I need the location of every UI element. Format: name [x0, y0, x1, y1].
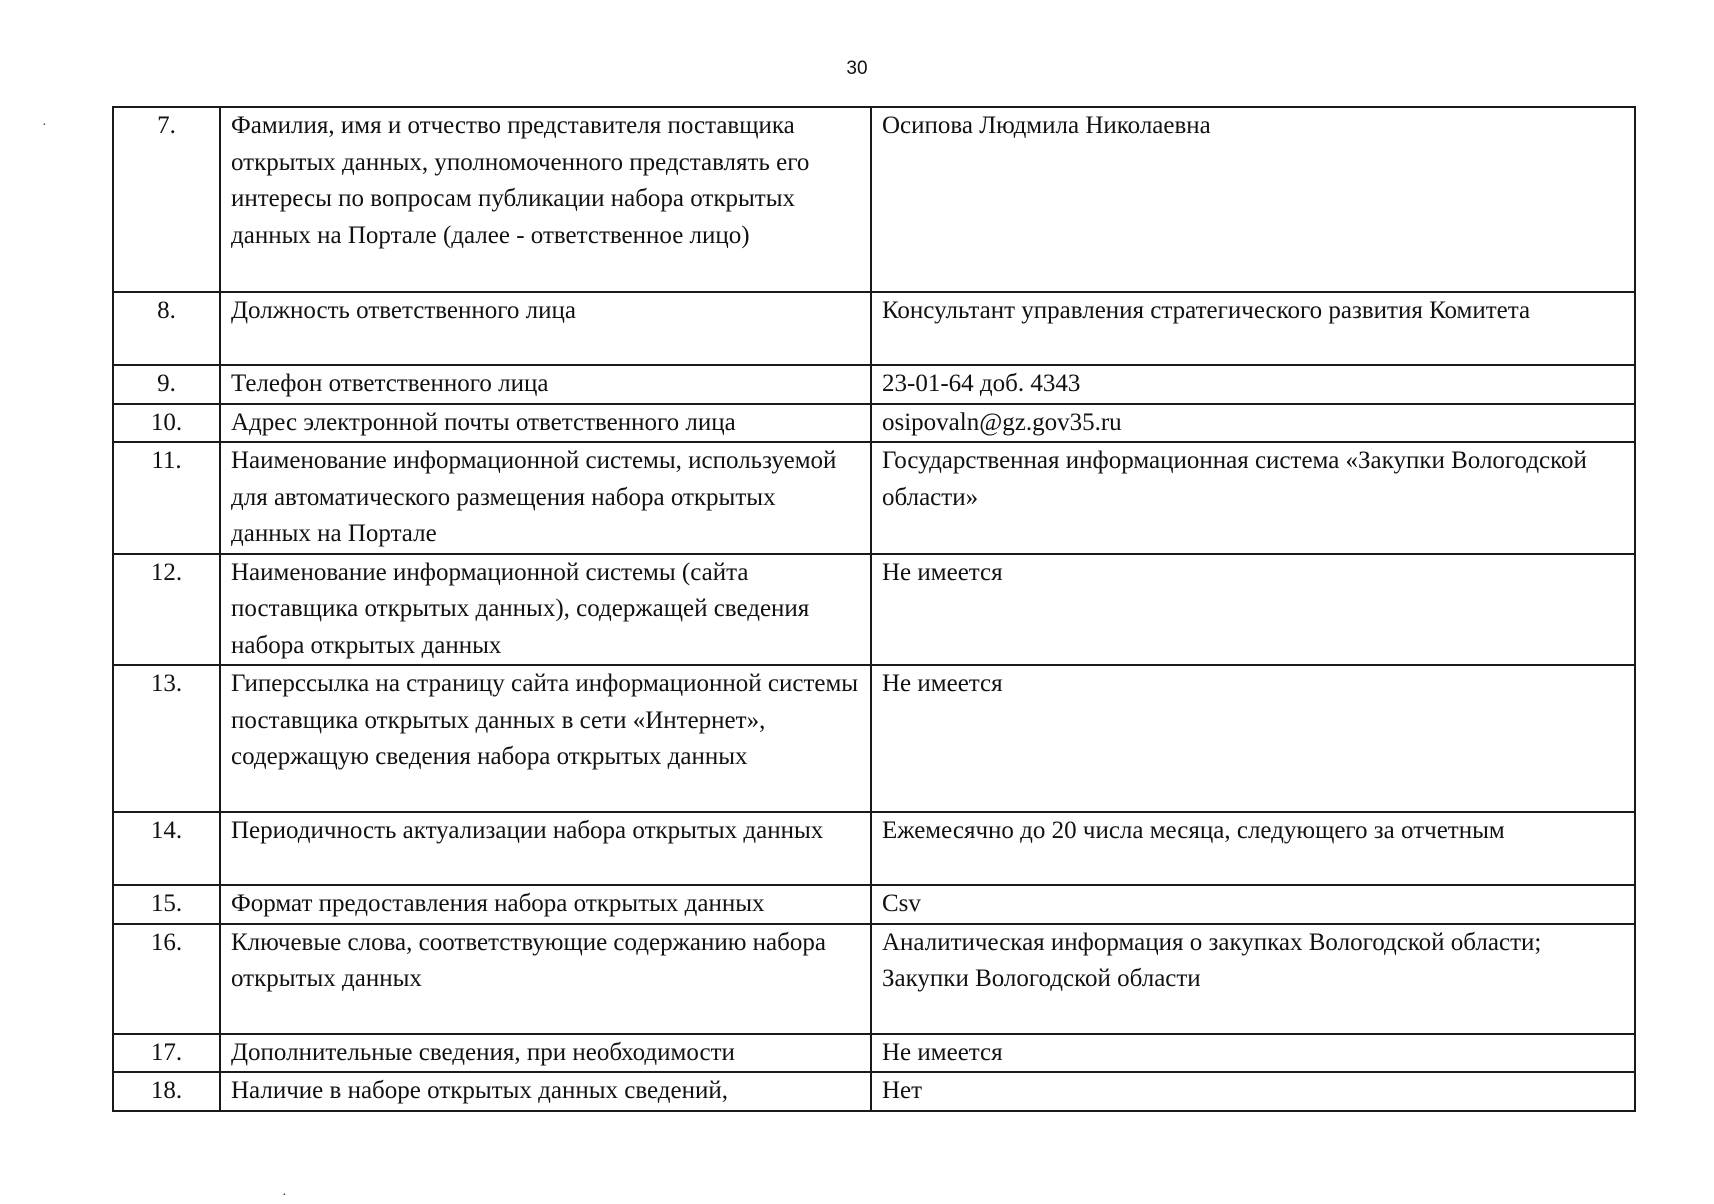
row-field-name: Телефон ответственного лица [220, 365, 871, 404]
row-number: 8. [113, 292, 220, 365]
row-field-value: Не имеется [871, 665, 1635, 812]
table-row [113, 107, 1635, 292]
row-number: 13. [113, 665, 220, 812]
row-number: 10. [113, 404, 220, 443]
row-field-name: Периодичность актуализации набора открытых данных [220, 812, 871, 885]
page-number: 30 [846, 58, 868, 79]
row-field-value: Csv [871, 885, 1635, 924]
table-row [113, 365, 1635, 404]
table-row [113, 665, 1635, 812]
row-field-name: Наименование информационной системы (сайта поставщика открытых данных), содержащей сведения набора открытых данных [220, 554, 871, 666]
row-field-name: Формат предоставления набора открытых данных [220, 885, 871, 924]
row-field-name: Фамилия, имя и отчество представителя поставщика открытых данных, уполномоченного представлять его интересы по вопросам публикации набора открытых данных на Портале (далее - ответственное лицо) [220, 107, 871, 292]
row-field-value: osipovaln@gz.gov35.ru [871, 404, 1635, 443]
keywords-line-1: Аналитическая информация о закупках Вологодской области; [882, 928, 1542, 956]
row-number: 7. [113, 107, 220, 292]
table-row [113, 812, 1635, 885]
row-number: 9. [113, 365, 220, 404]
table-row [113, 885, 1635, 924]
row-field-value: Осипова Людмила Николаевна [871, 107, 1635, 292]
row-number: 18. [113, 1072, 220, 1111]
row-number: 17. [113, 1034, 220, 1073]
row-number: 11. [113, 442, 220, 554]
open-data-passport-table [112, 106, 1636, 1112]
row-field-name: Должность ответственного лица [220, 292, 871, 365]
row-field-value: Нет [871, 1072, 1635, 1111]
row-number: 15. [113, 885, 220, 924]
table-row [113, 442, 1635, 554]
scan-speck: · [42, 118, 47, 133]
row-number: 12. [113, 554, 220, 666]
row-number: 16. [113, 924, 220, 1034]
table-row [113, 1034, 1635, 1073]
row-field-name: Наименование информационной системы, используемой для автоматического размещения набора открытых данных на Портале [220, 442, 871, 554]
row-field-name: Адрес электронной почты ответственного лица [220, 404, 871, 443]
table-row [113, 1072, 1635, 1111]
table-row [113, 404, 1635, 443]
row-number: 14. [113, 812, 220, 885]
row-field-name: Ключевые слова, соответствующие содержанию набора открытых данных [220, 924, 871, 1034]
scan-speck: · [282, 1188, 287, 1203]
row-field-value: Не имеется [871, 1034, 1635, 1073]
row-field-name: Наличие в наборе открытых данных сведений, [220, 1072, 871, 1111]
row-field-value: Государственная информационная система «Закупки Вологодской области» [871, 442, 1635, 554]
row-field-value [871, 924, 1635, 1034]
table-row [113, 292, 1635, 365]
row-field-name: Гиперссылка на страницу сайта информационной системы поставщика открытых данных в сети «Интернет», содержащую сведения набора открытых данных [220, 665, 871, 812]
table-row [113, 924, 1635, 1034]
keywords-line-2: Закупки Вологодской области [882, 965, 1201, 992]
row-field-value: 23-01-64 доб. 4343 [871, 365, 1635, 404]
row-field-name: Дополнительные сведения, при необходимости [220, 1034, 871, 1073]
row-field-value: Не имеется [871, 554, 1635, 666]
row-field-value: Консультант управления стратегического развития Комитета [871, 292, 1635, 365]
table-row [113, 554, 1635, 666]
row-field-value: Ежемесячно до 20 числа месяца, следующего за отчетным [871, 812, 1635, 885]
